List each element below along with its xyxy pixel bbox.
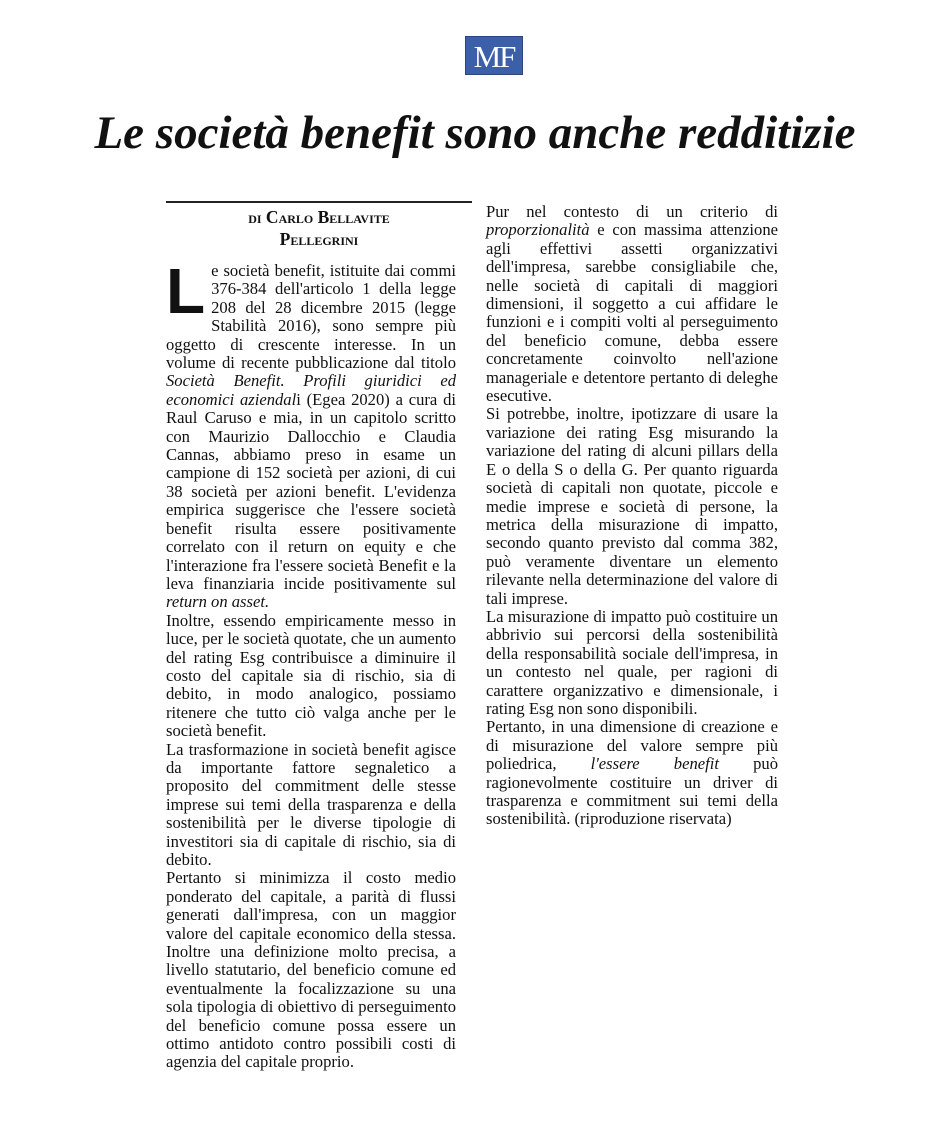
paragraph-8-text-b: può ragionevolmente costituire un driver di trasparenza e commitment sui temi della sostenibilità. (riproduzione riservata) bbox=[486, 754, 778, 829]
article-paragraph-1 bbox=[166, 255, 456, 612]
essere-benefit-term: l'essere benefit bbox=[590, 754, 719, 774]
paragraph-5-text-b: e con massima attenzione agli effettivi assetti organizzativi dell'impresa, sarebbe consigliabile che, nelle società di capitali di maggiori dimensioni, il soggetto a cui affidare le funzioni e i compiti volti al perseguimento del beneficio comune, debba essere concretamente coinvolto nell'azione manageriale e detentore pertanto di deleghe esecutive. bbox=[486, 220, 778, 406]
article-paragraph-7: La misurazione di impatto può costituire un abbrivio sui percorsi della sostenibilità della responsabilità sociale dell'impresa, in un contesto nel quale, per ragioni di carattere organizzativo e dimensionale, i rating Esg non sono disponibili. bbox=[486, 606, 778, 718]
headline: Le società benefit sono anche redditizie bbox=[94, 107, 856, 159]
byline-line-2: Pellegrini bbox=[279, 229, 359, 249]
mf-logo bbox=[465, 36, 523, 75]
article-paragraph-5 bbox=[486, 203, 778, 405]
article-column-1 bbox=[166, 255, 456, 1072]
mf-logo-text: MF bbox=[473, 39, 515, 74]
article-column-2 bbox=[486, 203, 778, 829]
drop-cap: L bbox=[166, 255, 206, 327]
paragraph-1-text-b: i (Egea 2020) a cura di Raul Caruso e mia, in un capitolo scritto con Maurizio Dallocchio e Claudia Cannas, abbiamo preso in esame un campione di 152 società per azioni, di cui 38 società per azioni benefit. L'evidenza empirica suggerisce che l'essere società benefit risulta essere positivamente correlato con il return on equity e che l'interazione fra l'essere società Benefit e la leva finanziaria incide positivamente sul bbox=[166, 389, 456, 593]
byline-line-1: di Carlo Bellavite bbox=[248, 207, 390, 227]
headline-bleedthrough bbox=[0, 139, 950, 153]
return-on-asset-term: return on asset. bbox=[166, 592, 270, 612]
paragraph-1-text-a: e società benefit, istituite dai commi 376-384 dell'articolo 1 della legge 208 del 28 dicembre 2015 (legge Stabilità 2016), sono sempre più oggetto di crescente interesse. In un volume di recente pubblicazione dal titolo bbox=[166, 261, 456, 373]
article-paragraph-6: Si potrebbe, inoltre, ipotizzare di usare la variazione dei rating Esg misurando la variazione del rating di alcuni pillars della E o della S o della G. Per quanto riguarda società di capitali non quotate, piccole e medie imprese e società di persone, la metrica della misurazione di impatto, secondo quanto previsto dal comma 382, può veramente diventare un elemento rilevante nella determinazione del valore di tali imprese. bbox=[486, 404, 778, 608]
paragraph-8-text-a: Pertanto, in una dimensione di creazione e di misurazione del valore sempre più poliedrica, bbox=[486, 717, 778, 774]
byline-rule bbox=[166, 201, 472, 203]
article-paragraph-8 bbox=[486, 718, 778, 828]
article-paragraph-4: Pertanto si minimizza il costo medio ponderato del capitale, a parità di flussi generati dall'impresa, con un maggior valore del capitale economico della stessa. Inoltre una definizione molto precisa, a livello statutario, del beneficio comune ed eventualmente la focalizzazione su una sola tipologia di obiettivo di perseguimento del beneficio comune possa essere un ottimo antidoto contro possibili costi di agenzia del capitale proprio. bbox=[166, 868, 456, 1072]
article-paragraph-3: La trasformazione in società benefit agisce da importante fattore segnaletico a proposito del commitment delle stesse imprese sui temi della trasparenza e della sostenibilità per le diverse tipologie di investitori sia di capitale di rischio, sia di debito. bbox=[166, 739, 456, 869]
book-title: Società Benefit. Profili giuridici ed economici aziendal bbox=[166, 371, 456, 409]
paragraph-5-text-a: Pur nel contesto di un criterio di bbox=[486, 202, 778, 221]
article-paragraph-2: Inoltre, essendo empiricamente messo in luce, per le società quotate, che un aumento del rating Esg contribuisce a diminuire il costo del capitale sia di rischio, sia di debito, in modo analogico, possiamo ritenere che tutto ciò valga anche per le società benefit. bbox=[166, 610, 456, 741]
proporzionalita-term: proporzionalità bbox=[486, 220, 590, 240]
byline bbox=[166, 206, 472, 250]
